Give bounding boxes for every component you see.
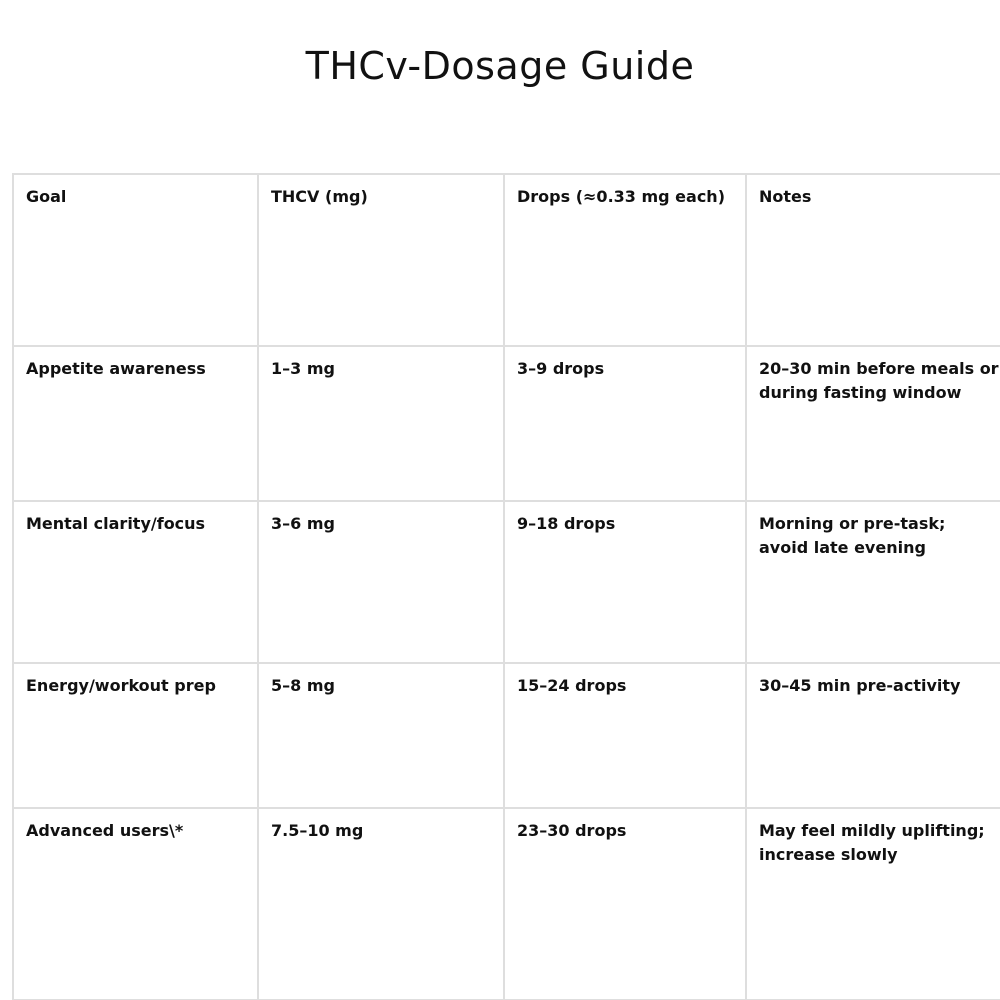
header-thcv-mg: THCV (mg) bbox=[258, 174, 504, 346]
cell-notes: Morning or pre-task; avoid late evening bbox=[746, 501, 1000, 663]
table-row bbox=[13, 346, 1000, 501]
page-title: THCv-Dosage Guide bbox=[305, 44, 695, 88]
cell-goal: Appetite awareness bbox=[13, 346, 258, 501]
table-header-row bbox=[13, 174, 1000, 346]
table-row bbox=[13, 663, 1000, 808]
cell-goal: Mental clarity/focus bbox=[13, 501, 258, 663]
header-drops: Drops (≈0.33 mg each) bbox=[504, 174, 746, 346]
cell-notes: May feel mildly uplifting; increase slowly bbox=[746, 808, 1000, 1000]
table-row bbox=[13, 808, 1000, 1000]
cell-thcv-mg: 3–6 mg bbox=[258, 501, 504, 663]
cell-notes: 20–30 min before meals or during fasting window bbox=[746, 346, 1000, 501]
cell-thcv-mg: 5–8 mg bbox=[258, 663, 504, 808]
dosage-table bbox=[12, 173, 1000, 1000]
header-goal: Goal bbox=[13, 174, 258, 346]
cell-goal: Energy/workout prep bbox=[13, 663, 258, 808]
cell-drops: 3–9 drops bbox=[504, 346, 746, 501]
cell-thcv-mg: 7.5–10 mg bbox=[258, 808, 504, 1000]
header-notes: Notes bbox=[746, 174, 1000, 346]
cell-drops: 15–24 drops bbox=[504, 663, 746, 808]
cell-drops: 23–30 drops bbox=[504, 808, 746, 1000]
table-row bbox=[13, 501, 1000, 663]
cell-goal: Advanced users\* bbox=[13, 808, 258, 1000]
cell-drops: 9–18 drops bbox=[504, 501, 746, 663]
cell-thcv-mg: 1–3 mg bbox=[258, 346, 504, 501]
cell-notes: 30–45 min pre-activity bbox=[746, 663, 1000, 808]
